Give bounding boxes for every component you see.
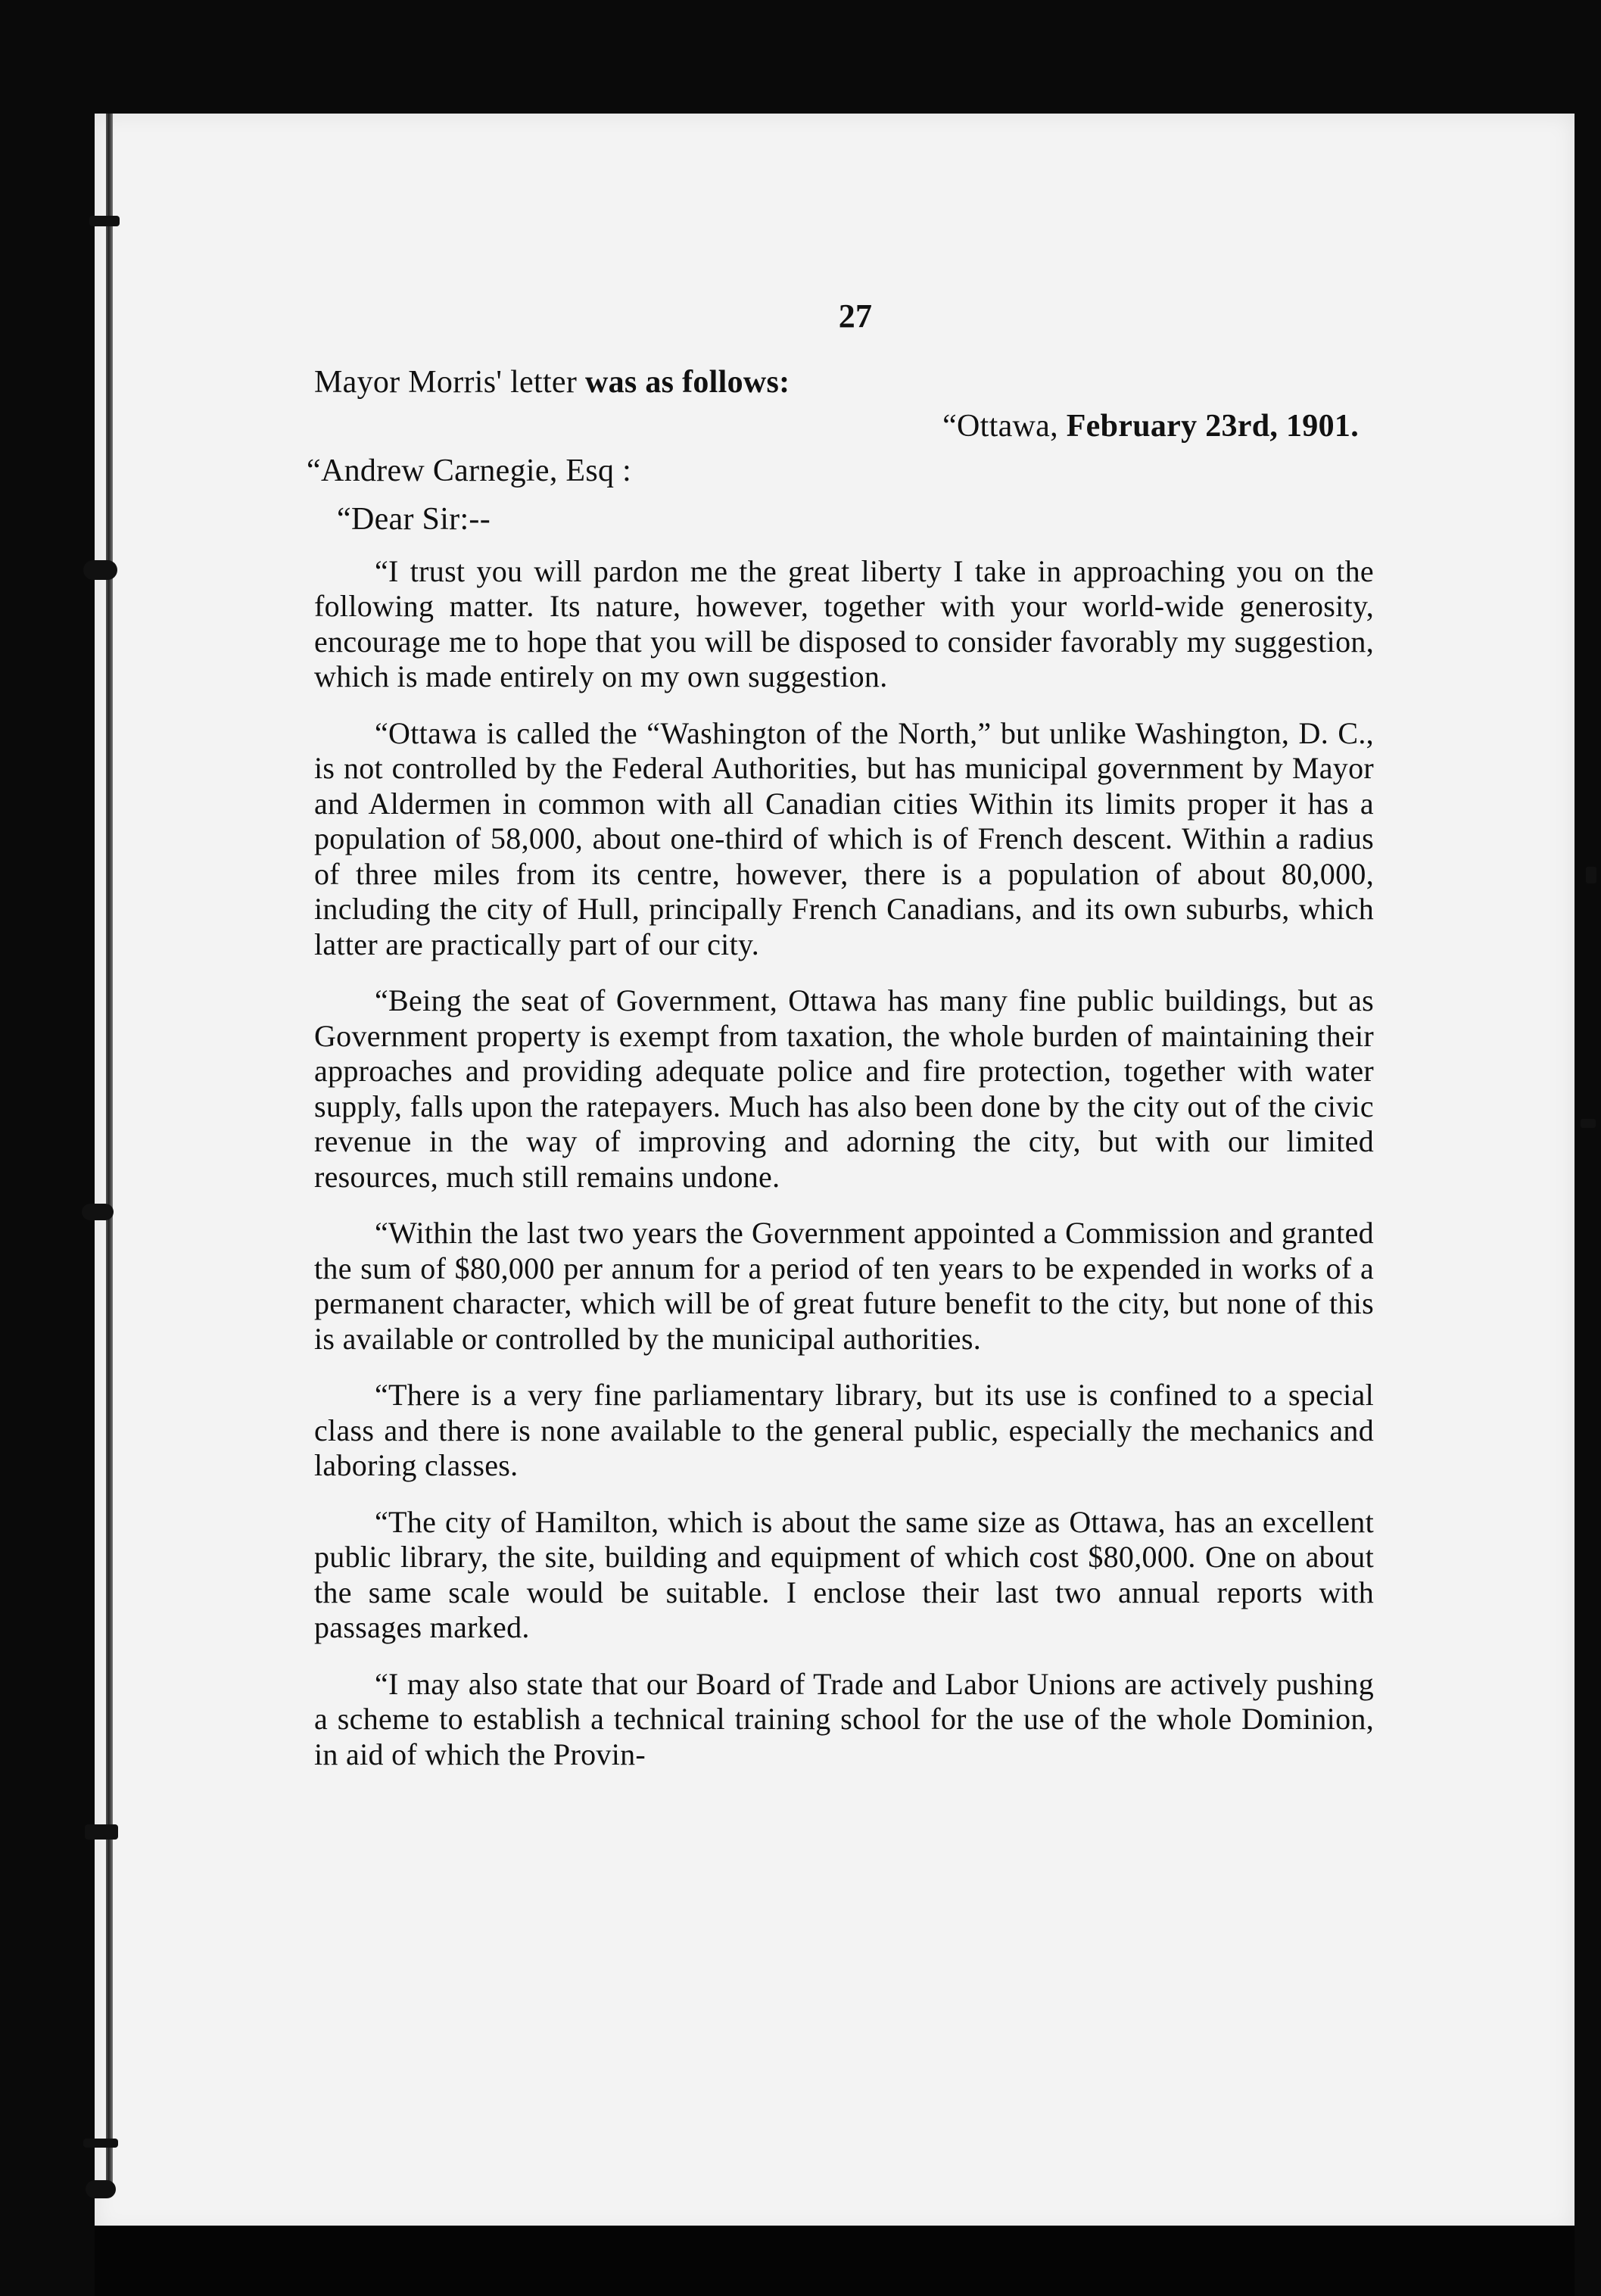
salutation: “Dear Sir:-- — [337, 502, 491, 537]
paragraph: “Within the last two years the Government appointed a Commission and granted the sum of $80,000 per annum for a period of ten years to be expended in works of a permanent character, which will be of great future benefit to the city, but none of this is available or controlled by the municipal authorities. — [314, 1216, 1374, 1356]
binding-notch — [83, 560, 117, 580]
page-number: 27 — [838, 298, 873, 335]
page-binding-edge — [106, 114, 113, 2188]
binding-notch — [83, 2139, 118, 2148]
letter-text — [307, 298, 1374, 1793]
dateline — [314, 409, 1374, 444]
paragraph: “I trust you will pardon me the great liberty I take in approaching you on the following matter. Its nature, however, together with your world-wide generosity, encourage me to hope that you will be disposed to consider favorably my suggestion, which is made entirely on my own suggestion. — [314, 553, 1374, 693]
binding-notch — [86, 2180, 116, 2198]
addressee: “Andrew Carnegie, Esq : — [307, 453, 632, 488]
intro-line — [314, 365, 1374, 400]
dateline-date: February 23rd, 1901. — [1066, 409, 1359, 444]
page-edge-mark — [1581, 1119, 1596, 1128]
intro-bold: was as follows: — [584, 364, 790, 400]
intro-text: Mayor Morris' letter — [314, 364, 585, 400]
paragraph: “The city of Hamilton, which is about the same size as Ottawa, has an excellent public library, the site, building and equipment of which cost $80,000. One on about the same scale would be suitable. I enclose their last two annual reports with passages marked. — [314, 1504, 1374, 1644]
binding-notch — [89, 216, 120, 226]
dateline-place: “Ottawa, — [942, 409, 1067, 444]
page-edge-mark — [1586, 867, 1596, 883]
scan-bottom-edge — [95, 2226, 1575, 2296]
paragraph: “Being the seat of Government, Ottawa has many fine public buildings, but as Government property is exempt from taxation, the whole burden of maintaining their approaches and providing adequate police and fire protection, together with water supply, falls upon the ratepayers. Much has also been done by the city out of the civic revenue in the way of improving and adorning the city, but with our limited resources, much still remains undone. — [314, 983, 1374, 1194]
paragraph: “There is a very fine parliamentary library, but its use is confined to a special class and there is none available to the general public, especially the mechanics and laboring classes. — [314, 1378, 1374, 1482]
binding-notch — [85, 1824, 118, 1840]
paragraph: “Ottawa is called the “Washington of the North,” but unlike Washington, D. C., is not controlled by the Federal Authorities, but has municipal government by Mayor and Aldermen in common with all Canadian cities Within its limits proper it has a population of 58,000, about one-third of which is of French descent. Within a radius of three miles from its centre, however, there is a population of about 80,000, including the city of Hull, principally French Canadians, and its own suburbs, which latter are practically part of our city. — [314, 715, 1374, 961]
paragraph: “I may also state that our Board of Trade and Labor Unions are actively pushing a scheme to establish a technical training school for the use of the whole Dominion, in aid of which the Provin- — [314, 1666, 1374, 1771]
binding-notch — [82, 1204, 114, 1220]
